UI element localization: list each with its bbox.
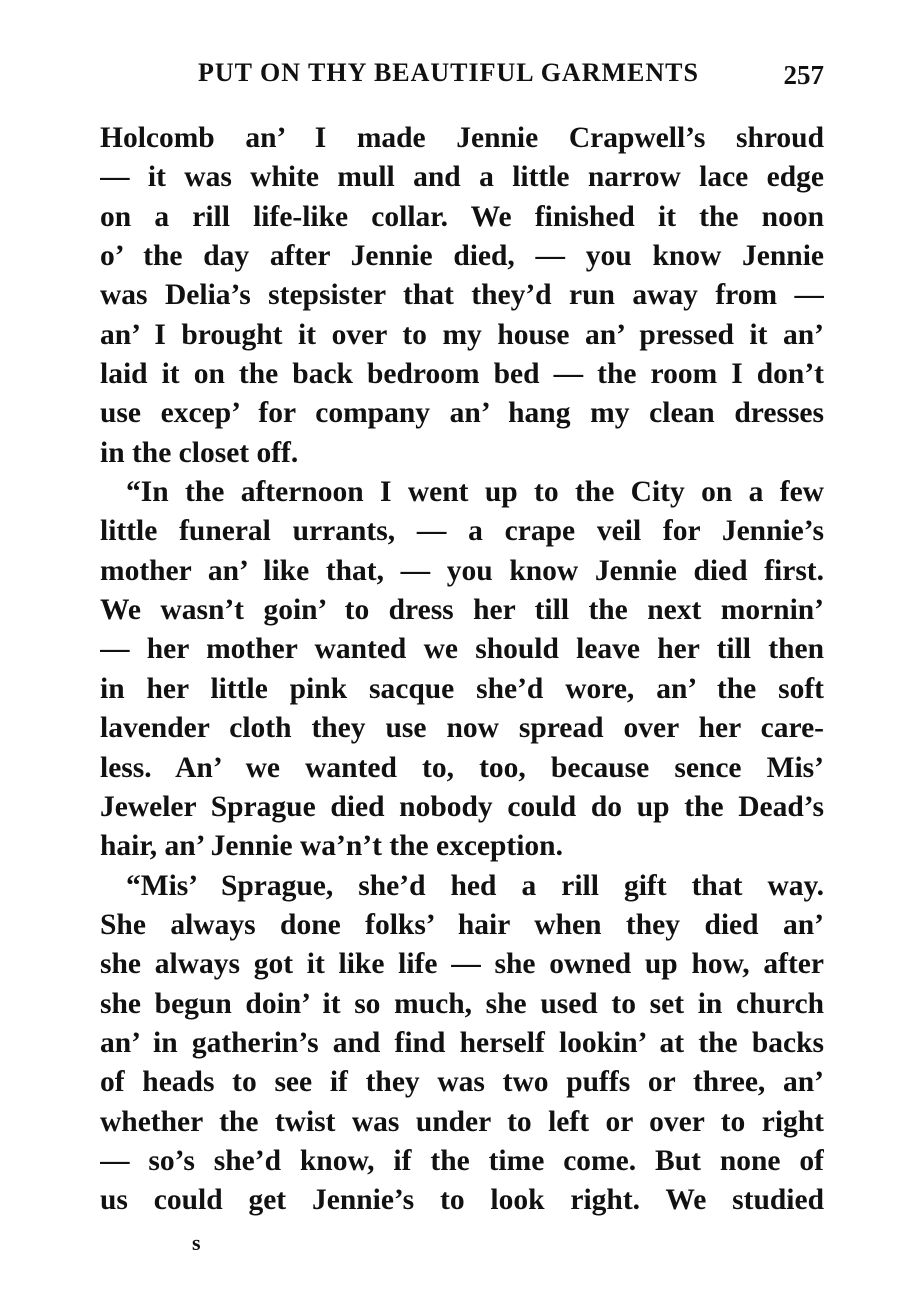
text-line: “In the afternoon I went up to the City on a few — [126, 476, 824, 509]
text-line: lavender cloth they use now spread over her care- — [100, 712, 824, 745]
text-line: she always got it like life — she owned up how, after — [100, 948, 824, 981]
signature-mark: s — [192, 1230, 201, 1255]
text-line: of heads to see if they was two puffs or three, an’ — [100, 1066, 824, 1099]
text-line: — so’s she’d know, if the time come. But none of — [100, 1144, 824, 1177]
text-line: use excep’ for company an’ hang my clean dresses — [100, 397, 824, 430]
text-line: mother an’ like that, — you know Jennie died first. — [100, 554, 824, 587]
text-line: in the closet off. — [100, 436, 299, 469]
text-line: Jeweler Sprague died nobody could do up the Dead’s — [100, 790, 824, 823]
page-header — [100, 58, 824, 98]
text-line: o’ the day after Jennie died, — you know Jennie — [100, 240, 824, 273]
text-line: us could get Jennie’s to look right. We studied — [100, 1184, 824, 1217]
text-line: was Delia’s stepsister that they’d run away from — — [100, 279, 824, 312]
page-number: 257 — [783, 60, 824, 90]
text-line: an’ in gatherin’s and find herself lookin’ at the backs — [100, 1026, 824, 1059]
text-line: She always done folks’ hair when they died an’ — [100, 908, 824, 941]
text-line: — it was white mull and a little narrow lace edge — [100, 161, 824, 194]
text-line: in her little pink sacque she’d wore, an’ the soft — [100, 672, 824, 705]
text-line: she begun doin’ it so much, she used to set in church — [100, 987, 824, 1020]
running-head: PUT ON THY BEAUTIFUL GARMENTS — [198, 58, 699, 87]
text-line: an’ I brought it over to my house an’ pressed it an’ — [100, 318, 824, 351]
text-line: on a rill life-like collar. We finished it the noon — [100, 200, 824, 233]
text-line: hair, an’ Jennie wa’n’t the exception. — [100, 830, 563, 863]
text-line: laid it on the back bedroom bed — the room I don’t — [100, 358, 824, 391]
body-text — [100, 119, 824, 1221]
text-line: We wasn’t goin’ to dress her till the next mornin’ — [100, 594, 824, 627]
text-line: whether the twist was under to left or over to right — [100, 1105, 824, 1138]
text-line: less. An’ we wanted to, too, because sence Mis’ — [100, 751, 824, 784]
text-line: “Mis’ Sprague, she’d hed a rill gift that way. — [126, 869, 824, 902]
text-line: — her mother wanted we should leave her till then — [100, 633, 824, 666]
text-line: Holcomb an’ I made Jennie Crapwell’s shroud — [100, 122, 824, 154]
text-line: little funeral urrants, — a crape veil for Jennie’s — [100, 515, 824, 548]
